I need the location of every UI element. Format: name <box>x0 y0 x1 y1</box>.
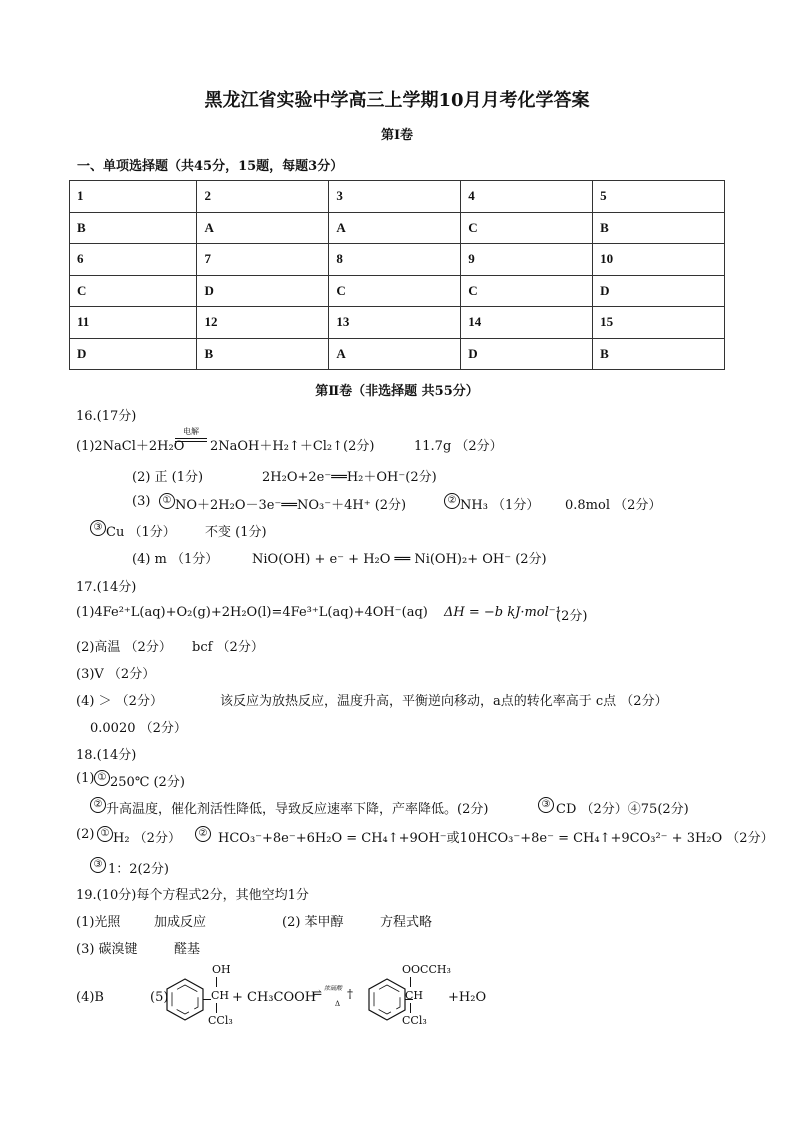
q18-line3-b: H₂ （2分） <box>113 831 181 846</box>
table-cell: D <box>197 275 329 307</box>
q19-line2-b: 醛基 <box>174 942 201 957</box>
table-cell: B <box>593 338 725 370</box>
table-cell: B <box>197 338 329 370</box>
q18-heading: 18.(14分) <box>76 748 137 763</box>
q18-line4: 1：2(2分) <box>108 862 169 877</box>
q19-line1-c: (2) 苯甲醇 <box>282 915 344 930</box>
q16-line5-b: NiO(OH) + e⁻ + H₂O ══ Ni(OH)₂+ OH⁻ (2分) <box>252 552 547 567</box>
table-cell: D <box>461 338 593 370</box>
answer-table <box>69 180 725 370</box>
q16-line3-eq: NO＋2H₂O－3e⁻══NO₃⁻＋4H⁺ (2分) <box>175 498 407 513</box>
q18-line3-label: (2) <box>76 827 95 842</box>
q19-line1-a: (1)光照 <box>76 915 121 930</box>
table-cell: 11 <box>70 307 197 339</box>
bond-line <box>203 999 211 1000</box>
table-cell: C <box>461 275 593 307</box>
table-cell: D <box>70 338 197 370</box>
table-cell: 10 <box>593 244 725 276</box>
ccl3-label: CCl₃ <box>402 1014 427 1027</box>
q17-line2-b: bcf （2分） <box>192 640 264 655</box>
q16-electrolysis-label: 电解 <box>183 427 199 436</box>
table-cell: B <box>70 212 197 244</box>
table-cell: 8 <box>329 244 461 276</box>
q16-line4-a: Cu （1分） <box>106 525 176 540</box>
table-cell: 7 <box>197 244 329 276</box>
q16-line4-b: 不变 (1分) <box>205 525 267 540</box>
q17-line5: 0.0020 （2分） <box>90 721 187 736</box>
q19-line3-a: (4)B <box>76 990 104 1005</box>
q17-line4-a: (4) ＞ （2分） <box>76 694 163 709</box>
table-row <box>70 244 725 276</box>
q19-heading: 19.(10分)每个方程式2分，其他空均1分 <box>76 888 309 903</box>
table-cell: 4 <box>461 181 593 213</box>
bond-line <box>216 1003 217 1013</box>
q18-line2-a: 升高温度，催化剂活性降低，导致反应速率下降，产率降低。(2分) <box>106 802 489 817</box>
q17-heading: 17.(14分) <box>76 580 137 595</box>
table-cell: D <box>593 275 725 307</box>
q16-line3-c: NH₃ （1分） <box>460 498 540 513</box>
ch-label: CH <box>211 989 230 1002</box>
hydroxyl-label: OH <box>212 963 231 976</box>
table-row <box>70 338 725 370</box>
circled-number: ② <box>90 797 106 813</box>
q18-line1-b: 250℃ (2分) <box>110 775 185 790</box>
q16-heading: 16.(17分) <box>76 409 137 424</box>
water-label: +H₂O <box>448 990 487 1005</box>
table-cell: 5 <box>593 181 725 213</box>
circled-number: ② <box>195 826 211 842</box>
q18-line1-label: (1) <box>76 771 95 786</box>
table-cell: C <box>461 212 593 244</box>
table-row <box>70 181 725 213</box>
q16-line1-answer: 11.7g （2分） <box>414 439 503 454</box>
table-cell: 1 <box>70 181 197 213</box>
ester-label: OOCCH₃ <box>402 963 451 976</box>
table-cell: C <box>329 275 461 307</box>
circled-number: ① <box>159 493 175 509</box>
table-cell: 13 <box>329 307 461 339</box>
section1-heading: 一、单项选择题（共45分，15题，每题3分） <box>77 159 344 174</box>
table-cell: A <box>197 212 329 244</box>
q17-line1-score: (2分) <box>556 609 588 624</box>
table-row <box>70 212 725 244</box>
q19-line1-b: 加成反应 <box>154 915 207 930</box>
table-cell: 6 <box>70 244 197 276</box>
dagger-mark-icon: † <box>347 987 353 1001</box>
q17-line1-eq: (1)4Fe²⁺L(aq)+O₂(g)+2H₂O(l)=4Fe³⁺L(aq)+4OH⁻(aq) <box>76 605 428 620</box>
ch-label: CH <box>405 989 424 1002</box>
q17-line1-enthalpy: ΔH = −b kJ·mol⁻¹ <box>444 605 561 620</box>
heat-label: Δ <box>335 1000 341 1008</box>
circled-number: ③ <box>90 520 106 536</box>
bond-line <box>216 977 217 987</box>
table-cell: A <box>329 338 461 370</box>
table-cell: 2 <box>197 181 329 213</box>
circled-number: ① <box>97 826 113 842</box>
table-cell: C <box>70 275 197 307</box>
q16-line1-eq-left: (1)2NaCl＋2H₂O <box>76 439 185 454</box>
q16-line3-label: (3) <box>132 494 151 509</box>
q17-line4-b: 该反应为放热反应，温度升高，平衡逆向移动，a点的转化率高于 c点 （2分） <box>220 694 668 709</box>
q16-line5-a: (4) m （1分） <box>132 552 219 567</box>
reaction-bar <box>175 441 207 442</box>
catalyst-label: 浓硫酸 <box>324 985 343 992</box>
q16-line3-d: 0.8mol （2分） <box>565 498 662 513</box>
q16-line1-eq-right: 2NaOH＋H₂↑＋Cl₂↑(2分) <box>210 439 375 454</box>
table-cell: 14 <box>461 307 593 339</box>
ccl3-label: CCl₃ <box>208 1014 233 1027</box>
benzene-ring-icon <box>160 975 210 1025</box>
q19-line3-b: (5) <box>150 990 169 1005</box>
q19-line2-a: (3) 碳溴键 <box>76 942 138 957</box>
q19-line1-d: 方程式略 <box>380 915 433 930</box>
table-cell: 9 <box>461 244 593 276</box>
bond-line <box>410 1003 411 1013</box>
circled-number: ① <box>94 770 110 786</box>
circled-number: ② <box>444 493 460 509</box>
circled-number: ③ <box>90 857 106 873</box>
q17-line2-a: (2)高温 （2分） <box>76 640 172 655</box>
part2-heading: 第Ⅱ卷（非选择题 共55分） <box>315 384 479 399</box>
q18-line2-b: CD （2分）④75(2分) <box>556 802 689 817</box>
q16-line2-a: (2) 正 (1分) <box>132 470 204 485</box>
table-cell: 12 <box>197 307 329 339</box>
q18-line3-d: HCO₃⁻+8e⁻+6H₂O = CH₄↑+9OH⁻或10HCO₃⁻+8e⁻ = CH₄↑+9CO₃²⁻ + 3H₂O （2分） <box>218 831 774 846</box>
page-title: 黑龙江省实验中学高三上学期10月月考化学答案 <box>204 90 590 111</box>
bond-line <box>410 977 411 987</box>
acetic-acid-label: + CH₃COOH <box>232 990 317 1005</box>
table-cell: 15 <box>593 307 725 339</box>
part1-heading: 第Ⅰ卷 <box>380 128 414 143</box>
table-row <box>70 307 725 339</box>
circled-number: ③ <box>538 797 554 813</box>
reaction-bar <box>175 438 207 439</box>
table-row <box>70 275 725 307</box>
q16-line2-b: 2H₂O+2e⁻══H₂＋OH⁻(2分) <box>262 470 437 485</box>
table-cell: B <box>593 212 725 244</box>
equilibrium-arrow-icon: ⇌ <box>312 986 323 1000</box>
table-cell: A <box>329 212 461 244</box>
table-cell: 3 <box>329 181 461 213</box>
q17-line3: (3)V （2分） <box>76 667 156 682</box>
